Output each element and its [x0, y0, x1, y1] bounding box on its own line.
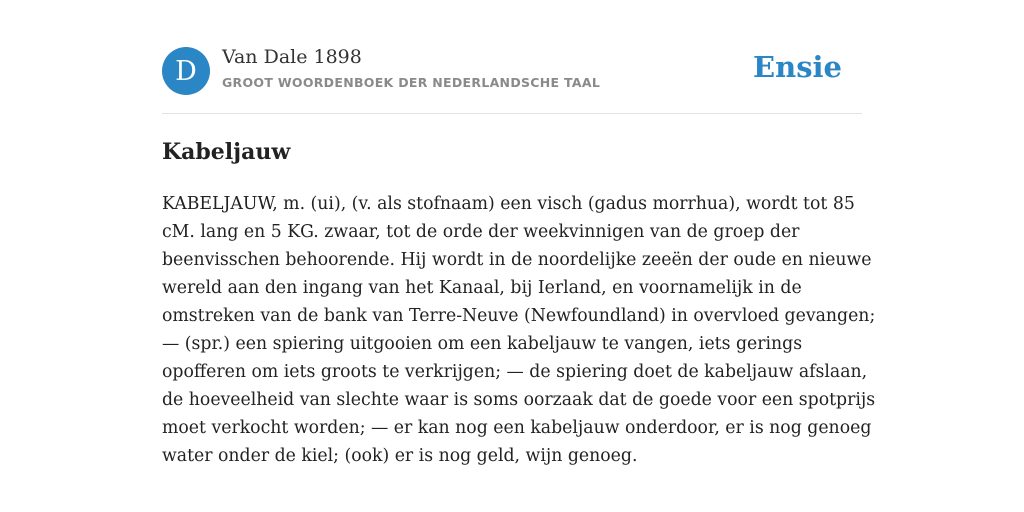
definition-line: beenvisschen behoorende. Hij wordt in de noordelijke zeeën der oude en nieuwe — [162, 250, 872, 270]
dictionary-header — [162, 46, 862, 96]
definition-line: — (spr.) een spiering uitgooien om een kabeljauw te vangen, iets gerings — [162, 334, 803, 354]
header-divider — [162, 113, 862, 114]
definition-line: omstreken van de bank van Terre-Neuve (Newfoundland) in overvloed gevangen; — [162, 306, 876, 326]
dictionary-title[interactable]: Van Dale 1898 — [222, 46, 362, 68]
definition-line: moet verkocht worden; — er kan nog een kabeljauw onderdoor, er is nog genoeg — [162, 418, 872, 438]
entry-title: Kabeljauw — [162, 139, 291, 165]
definition-line: cM. lang en 5 KG. zwaar, tot de orde der weekvinnigen van de groep der — [162, 222, 800, 242]
definition-line: water onder de kiel; (ook) er is nog geld, wijn genoeg. — [162, 446, 638, 466]
dictionary-logo[interactable]: D — [162, 47, 210, 95]
definition-line: wereld aan den ingang van het Kanaal, bij Ierland, en voornamelijk in de — [162, 278, 802, 298]
brand-logo-link[interactable]: Ensie — [753, 50, 842, 84]
definition-line: opofferen om iets groots te verkrijgen; — de spiering doet de kabeljauw afslaan, — [162, 362, 868, 382]
entry-definition — [162, 190, 876, 470]
definition-line: de hoeveelheid van slechte waar is soms oorzaak dat de goede voor een spotprijs — [162, 390, 876, 410]
dictionary-subtitle: GROOT WOORDENBOEK DER NEDERLANDSCHE TAAL — [222, 75, 601, 90]
definition-line: KABELJAUW, m. (ui), (v. als stofnaam) een visch (gadus morrhua), wordt tot 85 — [162, 194, 855, 214]
